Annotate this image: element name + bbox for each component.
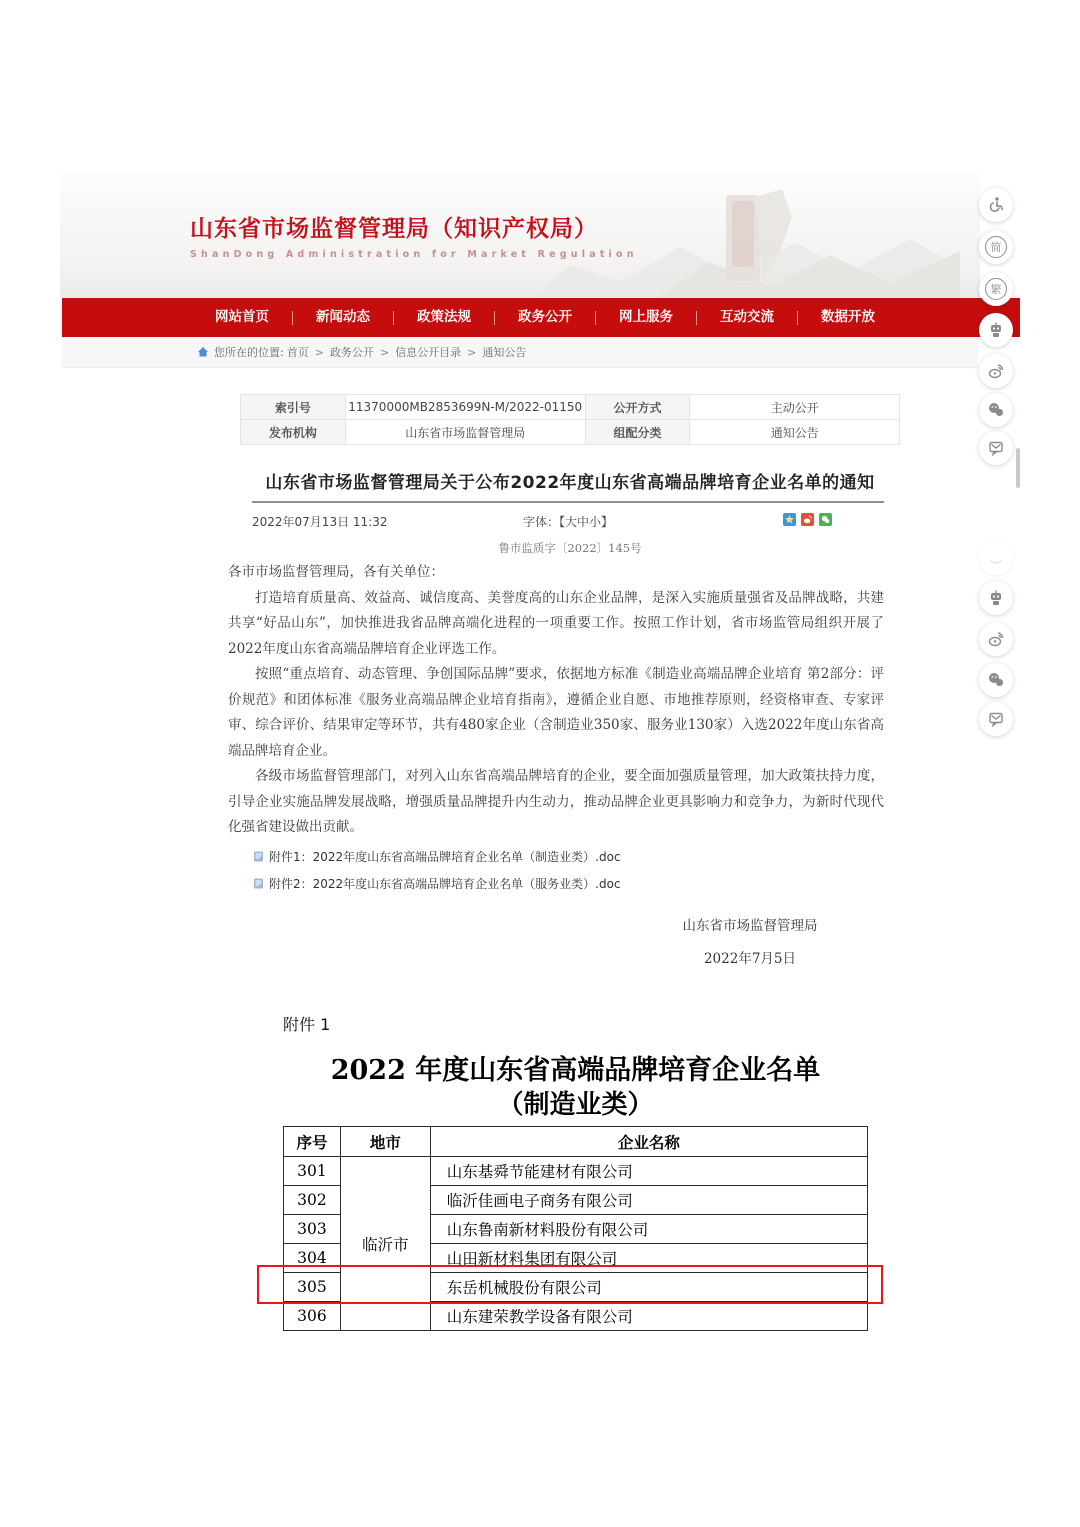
breadcrumb-separator: > (379, 345, 390, 359)
wechat-icon (987, 671, 1005, 689)
nav-item-policy[interactable]: 政策法规 (417, 309, 471, 325)
site-banner (60, 170, 980, 298)
font-size-medium[interactable]: 中 (577, 515, 590, 529)
partial-icon-button[interactable] (979, 541, 1013, 575)
breadcrumb (62, 337, 978, 368)
message-board-icon (987, 439, 1005, 457)
header-city: 地市 (340, 1127, 430, 1157)
doc-number: 鲁市监质字〔2022〕145号 (498, 541, 642, 555)
partial-icon (987, 549, 1005, 567)
weibo-button[interactable] (979, 354, 1013, 388)
table-row (284, 1157, 868, 1186)
share-wechat-icon[interactable] (819, 513, 832, 526)
scrollbar-thumb[interactable] (1016, 448, 1020, 488)
font-size-large[interactable]: 大 (564, 515, 577, 529)
publish-time: 2022年07月13日 11:32 (252, 515, 388, 529)
wechat-icon (987, 401, 1005, 419)
signature-date: 2022年7月5日 (703, 951, 797, 967)
breadcrumb-item-home[interactable]: 首页 (286, 346, 309, 359)
attachment-link-text[interactable]: 附件2：2022年度山东省高端品牌培育企业名单（服务业类）.doc (269, 877, 621, 891)
wechat-button-2[interactable] (979, 663, 1013, 697)
salutation: 各市市场监督管理局，各有关单位： (228, 564, 444, 580)
attachment-icon (253, 878, 264, 889)
breadcrumb-separator: > (314, 345, 324, 359)
meta-row (241, 420, 900, 445)
row-company: 山东建荣教学设备有限公司 (430, 1302, 867, 1331)
meta-value-issuer: 山东省市场监督管理局 (345, 420, 585, 445)
signature-block (600, 914, 900, 967)
article-title: 山东省市场监督管理局关于公布2022年度山东省高端品牌培育企业名单的通知 (265, 473, 875, 493)
breadcrumb-item-gov-open[interactable]: 政务公开 (329, 346, 374, 359)
signature-org: 山东省市场监督管理局 (682, 918, 818, 934)
site-logo (190, 210, 638, 260)
paragraph-3: 各级市场监督管理部门，对列入山东省高端品牌培育的企业，要全面加强质量管理，加大政策扶持力度，引导企业实施品牌发展战略，增强质量品牌提升内生动力，推动品牌企业更具影响力和竞争力，为新时代现代化强省建设做出贡献。 (228, 768, 884, 835)
message-board-icon (987, 710, 1005, 728)
meta-row (241, 395, 900, 420)
font-bracket-open: 【 (558, 515, 565, 529)
traditional-chinese-icon: 繁 (985, 278, 1007, 300)
site-logo-subtitle: ShanDong Administration for Market Regulation (190, 249, 638, 260)
title-divider (252, 501, 884, 503)
home-icon (197, 346, 209, 358)
enterprise-table (283, 1126, 868, 1331)
share-bar (783, 513, 832, 526)
meta-value-open-mode: 主动公开 (690, 395, 900, 420)
attachment-doc-title: 2022 年度山东省高端品牌培育企业名单 (330, 1055, 821, 1086)
row-no: 306 (284, 1302, 341, 1331)
robot-assistant-button[interactable] (979, 313, 1013, 347)
row-company: 山东基舜节能建材有限公司 (430, 1157, 867, 1186)
document-meta-table (240, 394, 900, 445)
nav-item-interaction[interactable]: 互动交流 (720, 309, 774, 325)
attachment-icon (253, 851, 264, 862)
row-company: 东岳机械股份有限公司 (430, 1273, 867, 1302)
font-size-small[interactable]: 小 (589, 515, 602, 529)
attachment-link-2[interactable] (253, 870, 621, 897)
meta-label-category: 组配分类 (585, 420, 690, 445)
breadcrumb-item-info-catalog[interactable]: 信息公开目录 (395, 346, 462, 359)
nav-item-news[interactable]: 新闻动态 (316, 309, 370, 325)
simplified-chinese-icon: 简 (985, 236, 1007, 258)
table-header-row (284, 1127, 868, 1157)
breadcrumb-separator: > (467, 345, 477, 359)
breadcrumb-prefix: 您所在的位置: (214, 346, 284, 359)
font-bracket-close: 】 (601, 515, 614, 529)
row-company: 山田新材料集团有限公司 (430, 1244, 867, 1273)
nav-item-gov-open[interactable]: 政务公开 (518, 309, 572, 325)
wechat-button[interactable] (979, 393, 1013, 427)
attachment-doc-subtitle: （制造业类） (497, 1090, 654, 1120)
attachments-list (253, 843, 621, 897)
weibo-icon (987, 362, 1005, 380)
robot-icon (987, 589, 1005, 607)
meta-label-open-mode: 公开方式 (585, 395, 690, 420)
row-no: 302 (284, 1186, 341, 1215)
share-weibo-icon[interactable] (801, 513, 814, 526)
meta-label-index: 索引号 (241, 395, 346, 420)
attachment-link-1[interactable] (253, 843, 621, 870)
robot-icon (987, 321, 1005, 339)
share-qzone-icon[interactable] (783, 513, 796, 526)
simplified-chinese-button[interactable] (979, 230, 1013, 264)
weibo-button-2[interactable] (979, 622, 1013, 656)
paragraph-1: 打造培育质量高、效益高、诚信度高、美誉度高的山东企业品牌，是深入实施质量强省及品牌战略，共建共享“好品山东”，加快推进我省品牌高端化进程的一项重要工作。按照工作计划，省市场监管局组织开展了2022年度山东省高端品牌培育企业评选工作。 (228, 589, 884, 657)
city-cell: 临沂市 (340, 1157, 430, 1331)
weibo-icon (987, 630, 1005, 648)
accessibility-button[interactable] (979, 188, 1013, 222)
row-no: 305 (284, 1273, 341, 1302)
row-company: 山东鲁南新材料股份有限公司 (430, 1215, 867, 1244)
nav-item-home[interactable]: 网站首页 (215, 309, 269, 325)
attachment-link-text[interactable]: 附件1：2022年度山东省高端品牌培育企业名单（制造业类）.doc (269, 850, 621, 864)
main-nav (62, 298, 1020, 337)
paragraph-2: 按照“重点培育、动态管理、争创国际品牌”要求，依据地方标准《制造业高端品牌企业培育 第2部分：评价规范》和团体标准《服务业高端品牌企业培育指南》，遵循企业自愿、市地推荐原则，经资格审查、专家评审、综合评价、结果审定等环节，共有480家企业（含制造业350家、服务业130家）入选2022年度山东省高端品牌培育企业。 (228, 666, 884, 759)
message-board-button-2[interactable] (979, 702, 1013, 736)
header-company: 企业名称 (430, 1127, 867, 1157)
nav-item-open-data[interactable]: 数据开放 (821, 309, 875, 325)
article-meta-row (252, 511, 884, 531)
meta-value-index: 11370000MB2853699N-M/2022-01150 (345, 395, 585, 420)
font-size-label: 字体： (522, 515, 559, 529)
meta-value-category: 通知公告 (690, 420, 900, 445)
site-logo-title: 山东省市场监督管理局（知识产权局） (190, 216, 598, 242)
row-no: 301 (284, 1157, 341, 1186)
robot-assistant-button-2[interactable] (979, 581, 1013, 615)
traditional-chinese-button[interactable] (979, 272, 1013, 306)
nav-item-online-service[interactable]: 网上服务 (619, 309, 673, 325)
row-company: 临沂佳画电子商务有限公司 (430, 1186, 867, 1215)
article-body (228, 560, 884, 841)
attachment-doc-label: 附件 1 (283, 1015, 331, 1034)
meta-label-issuer: 发布机构 (241, 420, 346, 445)
message-board-button[interactable] (979, 431, 1013, 465)
accessibility-icon (987, 196, 1005, 214)
header-no: 序号 (284, 1127, 341, 1157)
breadcrumb-item-notices[interactable]: 通知公告 (482, 346, 527, 359)
row-no: 304 (284, 1244, 341, 1273)
row-no: 303 (284, 1215, 341, 1244)
